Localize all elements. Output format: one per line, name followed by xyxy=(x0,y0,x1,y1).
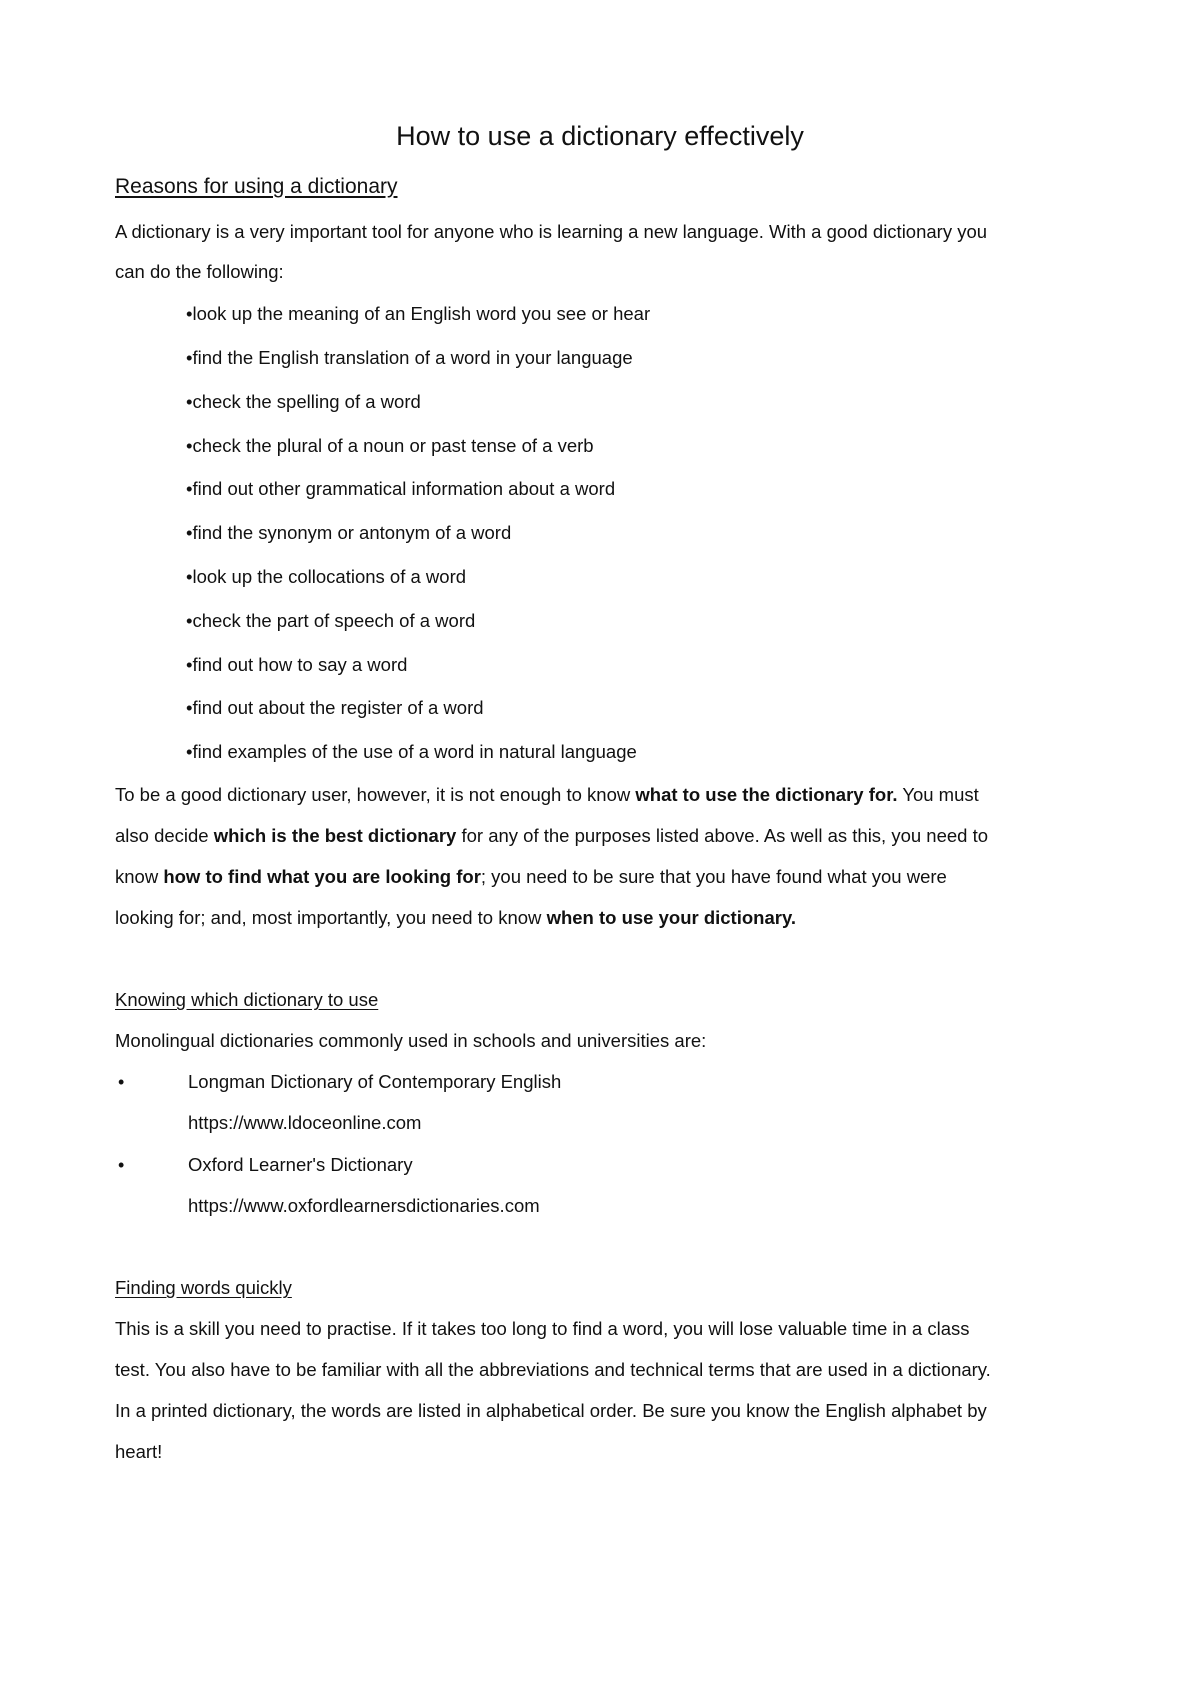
list-item: •find out other grammatical information about a word xyxy=(186,478,616,499)
intro-line-2: can do the following: xyxy=(115,261,284,282)
list-item: •check the part of speech of a word xyxy=(186,610,476,631)
section-heading-reasons: Reasons for using a dictionary xyxy=(115,175,398,198)
paragraph-line-3 xyxy=(115,864,947,890)
paragraph-text: To be a good dictionary user, however, it is not enough to know xyxy=(115,784,636,805)
paragraph-text: ; you need to be sure that you have found what you were xyxy=(480,866,947,887)
section-heading-which-dictionary: Knowing which dictionary to use xyxy=(115,989,379,1010)
dictionary-name: Oxford Learner's Dictionary xyxy=(188,1154,413,1175)
dictionary-url-link[interactable]: https://www.ldoceonline.com xyxy=(188,1112,422,1133)
paragraph-text: know xyxy=(115,866,164,887)
list-item: •look up the meaning of an English word you see or hear xyxy=(186,303,651,324)
bullet-icon: • xyxy=(118,1072,125,1092)
emphasis-text: how to find what you are looking for xyxy=(163,866,481,887)
list-item: •check the spelling of a word xyxy=(186,391,421,412)
section3-line: This is a skill you need to practise. If it takes too long to find a word, you will lose valuable time in a class xyxy=(115,1318,970,1339)
paragraph-line-1 xyxy=(115,782,979,808)
list-item: •find out about the register of a word xyxy=(186,697,484,718)
emphasis-text: what to use the dictionary for. xyxy=(635,784,898,805)
list-item: •find the English translation of a word in your language xyxy=(186,347,633,368)
section-heading-finding-words: Finding words quickly xyxy=(115,1277,292,1298)
paragraph-line-4 xyxy=(115,905,796,931)
section3-line: heart! xyxy=(115,1441,163,1462)
section3-line: test. You also have to be familiar with all the abbreviations and technical terms that are used in a dictionary. xyxy=(115,1359,991,1380)
list-item: •check the plural of a noun or past tense of a verb xyxy=(186,435,594,456)
document-title: How to use a dictionary effectively xyxy=(396,121,804,151)
emphasis-text: when to use your dictionary. xyxy=(546,907,797,928)
bullet-icon: • xyxy=(118,1155,125,1175)
list-item: •find out how to say a word xyxy=(186,654,408,675)
intro-line-1: A dictionary is a very important tool for anyone who is learning a new language. With a good dictionary you xyxy=(115,221,988,242)
section2-intro: Monolingual dictionaries commonly used in schools and universities are: xyxy=(115,1030,707,1051)
paragraph-text: also decide xyxy=(115,825,214,846)
emphasis-text: which is the best dictionary xyxy=(213,825,457,846)
list-item: •find examples of the use of a word in natural language xyxy=(186,741,637,762)
dictionary-url-link[interactable]: https://www.oxfordlearnersdictionaries.com xyxy=(188,1195,540,1216)
paragraph-text: You must xyxy=(897,784,979,805)
list-item: •look up the collocations of a word xyxy=(186,566,467,587)
paragraph-text: looking for; and, most importantly, you need to know xyxy=(115,907,547,928)
list-item: •find the synonym or antonym of a word xyxy=(186,522,512,543)
dictionary-name: Longman Dictionary of Contemporary English xyxy=(188,1071,562,1092)
paragraph-line-2 xyxy=(115,823,988,849)
section3-line: In a printed dictionary, the words are listed in alphabetical order. Be sure you know the English alphabet by xyxy=(115,1400,987,1421)
paragraph-text: for any of the purposes listed above. As well as this, you need to xyxy=(456,825,989,846)
